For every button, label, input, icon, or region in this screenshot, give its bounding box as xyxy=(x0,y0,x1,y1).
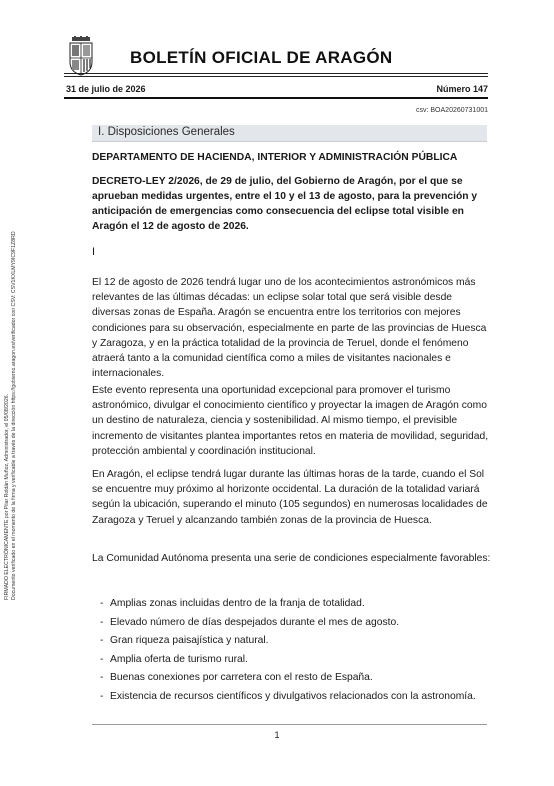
body-paragraph: La Comunidad Autónoma presenta una serie de condiciones especialmente favorables: xyxy=(92,553,491,564)
list-item: - Buenas conexiones por carretera con el resto de España. xyxy=(100,672,373,683)
page-number: 1 xyxy=(274,730,280,740)
body-paragraph: En Aragón, el eclipse tendrá lugar durante las últimas horas de la tarde, cuando el Sol se encuentre muy próximo al horizonte occidental. La duración de la totalidad variará según la ubicación, superando el minuto (105 segundos) en numerosas localidades de Zaragoza y Teruel y alcanzando también zonas de la provincia de Huesca. xyxy=(92,469,488,526)
decree-title: DECRETO-LEY 2/2026, de 29 de julio, del Gobierno de Aragón, por el que se aprueban medidas urgentes, entre el 10 y el 13 de agosto, para la prevención y anticipación de emergencias como consecuencia del eclipse total visible en Aragón el 12 de agosto de 2026. xyxy=(92,176,478,232)
header-divider-top-2 xyxy=(64,76,488,77)
footer-divider xyxy=(92,724,487,725)
body-paragraph: El 12 de agosto de 2026 tendrá lugar uno de los acontecimientos astronómicos más relevantes de las últimas décadas: un eclipse solar total que será visible desde diversas zonas de España. Aragón se encuentra entre los territorios con mejores condiciones para su observación, especialmente en parte de las provincias de Huesca y Zaragoza, y en la práctica totalidad de la provincia de Teruel, donde el fenómeno atraerá tanto a la comunidad científica como a miles de visitantes nacionales e internacionales. xyxy=(92,277,487,380)
stamp-line-signed: FIRMADO ELECTRÓNICAMENTE por Pilar Roldán Muñoz, Administrador, el 05/08/2026. xyxy=(4,393,10,600)
csv-code: csv: BOA20260731001 xyxy=(416,107,488,114)
bulletin-title: BOLETÍN OFICIAL DE ARAGÓN xyxy=(130,48,393,67)
header-divider-bottom xyxy=(64,97,488,99)
bullet-marker: - xyxy=(100,616,104,628)
issue-date: 31 de julio de 2026 xyxy=(66,84,146,94)
stamp-line-verify: Documento verificado en el momento de la firma y verificable a través de la dirección https://gobierno.aragon.es/verificador con CSV: CSV1KXLMY9IC9F1Z8RD xyxy=(11,231,17,600)
header-divider-top xyxy=(64,73,488,74)
section-header-bar xyxy=(92,125,487,142)
list-item: - Amplias zonas incluidas dentro de la franja de totalidad. xyxy=(100,598,365,609)
side-signature-stamp xyxy=(0,0,22,786)
department-heading: DEPARTAMENTO DE HACIENDA, INTERIOR Y ADMINISTRACIÓN PÚBLICA xyxy=(92,152,458,163)
bullet-marker: - xyxy=(100,690,104,702)
aragon-coat-of-arms-icon xyxy=(68,36,94,76)
conditions-list xyxy=(100,596,495,707)
roman-section-heading: I xyxy=(92,246,96,258)
issue-number: Número 147 xyxy=(436,84,488,94)
list-item: - Amplia oferta de turismo rural. xyxy=(100,653,248,665)
bullet-marker: - xyxy=(100,672,104,683)
list-item: - Gran riqueza paisajística y natural. xyxy=(100,635,269,646)
bullet-marker: - xyxy=(100,598,104,609)
bullet-marker: - xyxy=(100,635,104,646)
list-item: - Existencia de recursos científicos y divulgativos relacionados con la astronomía. xyxy=(100,690,476,702)
section-label: I. Disposiciones Generales xyxy=(98,126,235,138)
body-paragraph: Este evento representa una oportunidad excepcional para promover el turismo astronómico, divulgar el conocimiento científico y proyectar la imagen de Aragón como un destino de naturaleza, ciencia y sostenibilidad. Al mismo tiempo, el previsible incremento de visitantes plantea importantes retos en materia de movilidad, seguridad, protección ambiental y coordinación institucional. xyxy=(92,385,489,457)
list-item: - Elevado número de días despejados durante el mes de agosto. xyxy=(100,616,400,628)
bullet-marker: - xyxy=(100,653,104,665)
